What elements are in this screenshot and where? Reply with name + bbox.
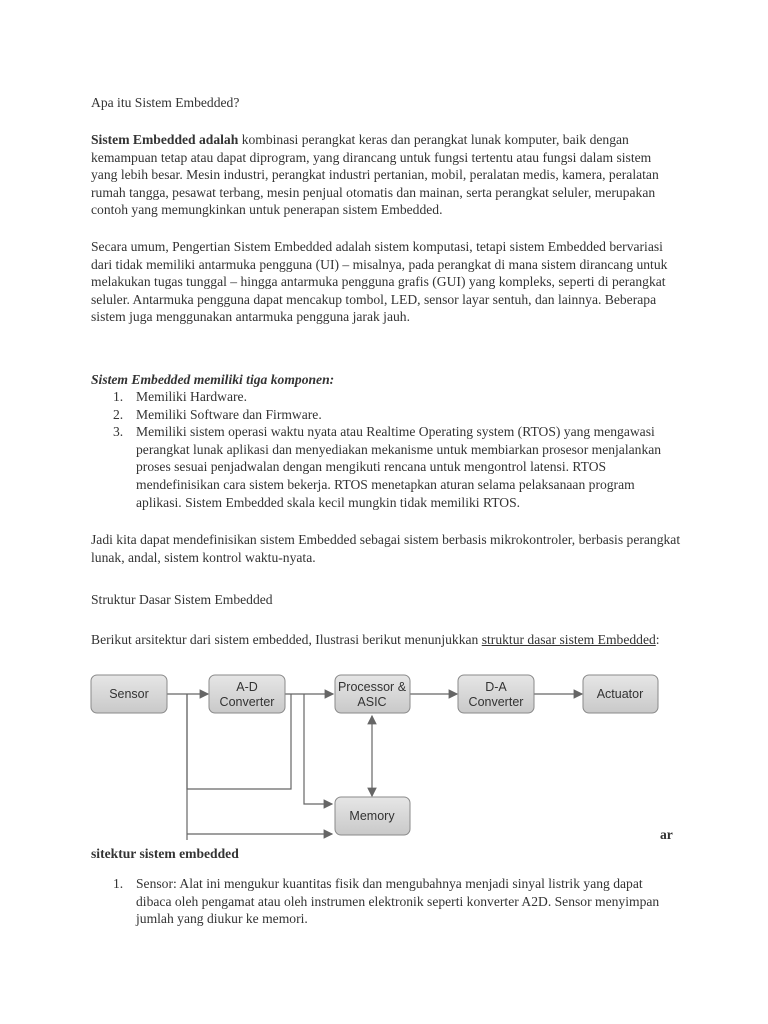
caption-text: sitektur sistem embedded: [91, 846, 239, 861]
intro-paragraph: [91, 131, 681, 219]
processor-label-1: Processor &: [337, 680, 407, 694]
adc-label-2: Converter: [219, 695, 275, 709]
structure-link[interactable]: struktur dasar sistem Embedded: [481, 632, 656, 647]
conclusion-paragraph: Jadi kita dapat mendefinisikan sistem Embedded sebagai sistem berbasis mikrokontroler, berbasis perangkat lunak, andal, sistem kontrol waktu-nyata.: [91, 532, 681, 565]
components-heading: Sistem Embedded memiliki tiga komponen:: [91, 372, 335, 387]
parts-list: [91, 875, 681, 928]
architecture-diagram: [88, 670, 688, 840]
line-sensor-memory: [187, 694, 332, 840]
dac-label-2: Converter: [468, 695, 524, 709]
actuator-label: Actuator: [596, 687, 644, 701]
structure-heading: Struktur Dasar Sistem Embedded: [91, 592, 273, 607]
line-adc-memory: [304, 694, 332, 804]
intro-rest: kombinasi perangkat keras dan perangkat lunak komputer, baik dengan kemampuan tetap atau dapat diprogram, yang dirancang untuk fungsi tertentu atau fungsi dalam sistem yang lebih besar. Mesin industri, perangkat industri pertanian, mobil, peralatan medis, kamera, peralatan rumah tangga, pesawat terbang, mesin penjual otomatis dan mainan, serta perangkat seluler, merupakan contoh yang memungkinkan untuk penerapan sistem Embedded.: [91, 132, 659, 218]
list-item: 1. Memiliki Hardware.: [113, 389, 247, 404]
general-paragraph: Secara umum, Pengertian Sistem Embedded adalah sistem komputasi, tetapi sistem Embedded bervariasi dari tidak memiliki antarmuka pengguna (UI) – misalnya, pada perangkat di mana sistem dirancang untuk melakukan tugas tunggal – hingga antarmuka pengguna grafis (GUI) yang kompleks, seperti di perangkat seluler. Antarmuka pengguna dapat mencakup tombol, LED, sensor layar sentuh, dan lainnya. Beberapa sistem juga menggunakan antarmuka pengguna jarak jauh.: [91, 239, 668, 325]
list-item: 2. Memiliki Software dan Firmware.: [113, 406, 322, 422]
memory-label: Memory: [349, 809, 395, 823]
dac-label-1: D-A: [485, 680, 507, 694]
processor-label-2: ASIC: [357, 695, 387, 709]
components-list: [91, 388, 681, 511]
list-item: 3. Memiliki sistem operasi waktu nyata atau Realtime Operating system (RTOS) yang mengawasi perangkat lunak aplikasi dan menyediakan mekanisme untuk membiarkan prosesor menjalankan proses sesuai penjadwalan dengan mengikuti rencana untuk mengontrol latensi. RTOS mendefinisikan cara sistem bekerja. RTOS menetapkan aturan selama pelaksanaan program aplikasi. Sistem Embedded skala kecil mungkin tidak memiliki RTOS.: [113, 424, 662, 510]
architecture-intro: Berikut arsitektur dari sistem embedded, Ilustrasi berikut menunjukkan struktur dasar sistem Embedded:: [91, 632, 660, 647]
intro-bold: Sistem Embedded adalah: [91, 132, 239, 147]
caption-fragment: ar: [660, 827, 673, 842]
sensor-label: Sensor: [109, 687, 149, 701]
page-title: Apa itu Sistem Embedded?: [91, 95, 240, 110]
adc-label-1: A-D: [236, 680, 258, 694]
list-item: 1. Sensor: Alat ini mengukur kuantitas fisik dan mengubahnya menjadi sinyal listrik yang dapat dibaca oleh pengamat atau oleh instrumen elektronik seperti konverter A2D. Sensor menyimpan jumlah yang diukur ke memori.: [113, 876, 660, 927]
